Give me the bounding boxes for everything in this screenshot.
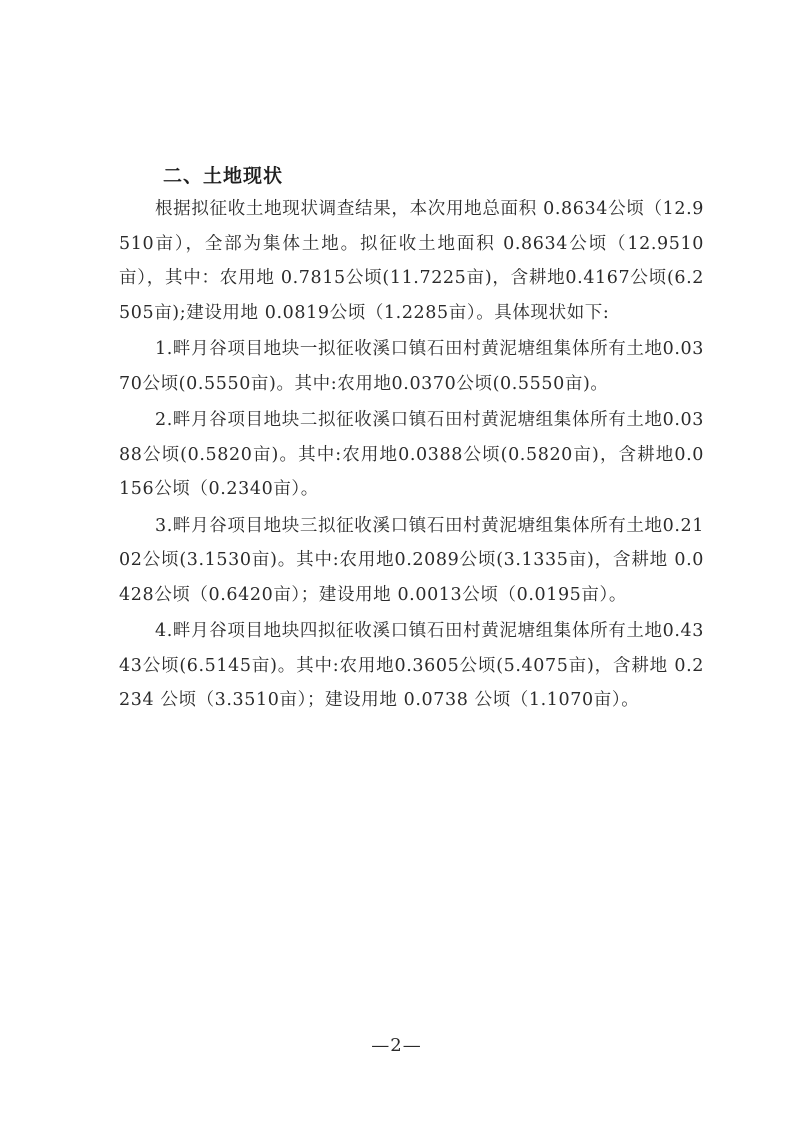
parcel-paragraph-1: 1.畔月谷项目地块一拟征收溪口镇石田村黄泥塘组集体所有土地0.0370公顷(0.5550亩)。其中:农用地0.0370公顷(0.5550亩)。 — [119, 339, 704, 394]
section-heading: 二、土地现状 — [163, 165, 284, 187]
parcel-paragraph-2: 2.畔月谷项目地块二拟征收溪口镇石田村黄泥塘组集体所有土地0.0388公顷(0.5820亩)。其中:农用地0.0388公顷(0.5820亩)，含耕地0.0156公顷（0.2340亩）。 — [119, 410, 704, 499]
parcel-paragraph-3: 3.畔月谷项目地块三拟征收溪口镇石田村黄泥塘组集体所有土地0.2102公顷(3.1530亩)。其中:农用地0.2089公顷(3.1335亩)，含耕地 0.0428公顷（0.6420亩）；建设用地 0.0013公顷（0.0195亩）。 — [119, 515, 704, 605]
parcel-paragraph-4: 4.畔月谷项目地块四拟征收溪口镇石田村黄泥塘组集体所有土地0.4343公顷(6.5145亩)。其中:农用地0.3605公顷(5.4075亩)，含耕地 0.2234 公顷（3.3510亩）；建设用地 0.0738 公顷（1.1070亩）。 — [119, 621, 704, 710]
document-body — [119, 160, 704, 718]
page-number: —2— — [371, 1035, 422, 1056]
intro-paragraph: 根据拟征收土地现状调查结果，本次用地总面积 0.8634公顷（12.9510亩），全部为集体土地。拟征收土地面积 0.8634公顷（12.9510亩），其中：农用地 0.7815公顷(11.7225亩)，含耕地0.4167公顷(6.2505亩);建设用地 0.0819公顷（1.2285亩）。具体现状如下: — [119, 199, 704, 323]
